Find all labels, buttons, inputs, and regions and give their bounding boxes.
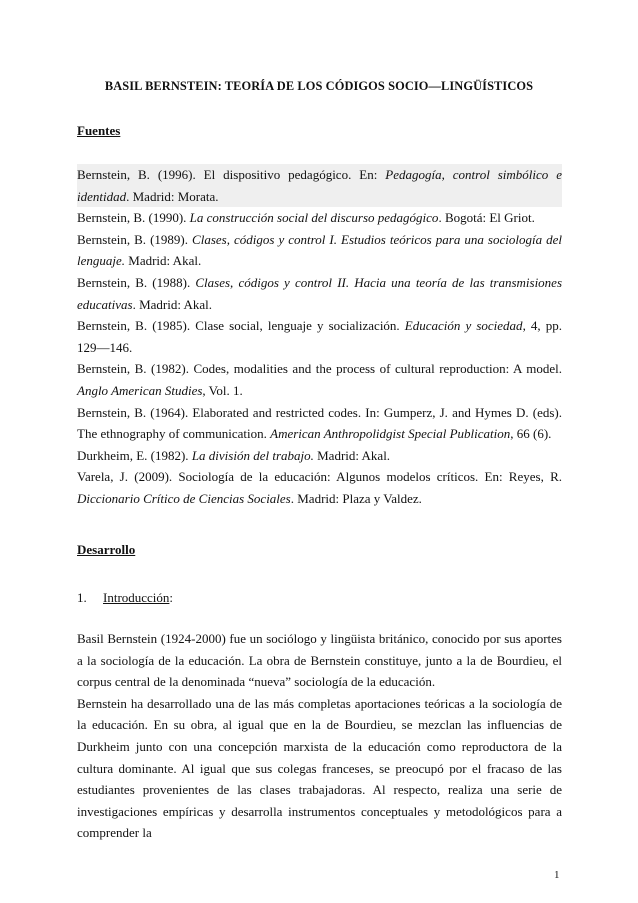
reference-title: La división del trabajo. — [191, 447, 314, 463]
body-text — [77, 628, 562, 844]
reference-item — [77, 466, 562, 509]
reference-title: American Anthropolidgist Special Publication — [270, 426, 511, 442]
paragraph: Basil Bernstein (1924-2000) fue un sociólogo y lingüista británico, conocido por sus aportes a la sociología de la educación. La obra de Bernstein constituye, junto a la de Bourdieu, el corpus central de la denominada “nueva” sociología de la educación. — [77, 631, 562, 690]
reference-text: Bernstein, B. (1964). Elaborated and restricted codes. In: Gumperz, J. and Hymes D. (eds). The ethnography of communication. — [77, 404, 562, 442]
reference-text: . Bogotá: El Griot. — [438, 210, 535, 226]
reference-text: Bernstein, B. (1985). Clase social, lenguaje y socialización. — [77, 318, 405, 334]
reference-text: , 4, pp. 129—146. — [77, 318, 563, 355]
reference-item — [77, 358, 562, 401]
reference-text: Bernstein, B. (1990). — [77, 210, 190, 226]
development-heading: Desarrollo — [77, 542, 136, 557]
section-suffix: : — [169, 590, 174, 605]
reference-title: Diccionario Crítico de Ciencias Sociales — [77, 490, 291, 506]
reference-item — [77, 164, 562, 207]
reference-text: . Madrid: Akal. — [132, 296, 213, 312]
reference-title: Pedagogía, control simbólico e identidad — [77, 167, 563, 204]
reference-title: Clases, códigos y control II. Hacia una teoría de las transmisiones educativas — [77, 274, 563, 312]
reference-title: La construcción social del discurso pedagógico — [189, 210, 439, 226]
reference-text: . Madrid: Plaza y Valdez. — [290, 490, 422, 506]
references-list — [77, 164, 562, 510]
reference-text: Bernstein, B. (1989). — [77, 231, 193, 247]
section-heading — [77, 590, 173, 606]
reference-title: Educación y sociedad — [404, 318, 523, 334]
page-title: BASIL BERNSTEIN: TEORÍA DE LOS CÓDIGOS SOCIO—LINGÜÍSTICOS — [104, 79, 534, 93]
reference-item — [77, 402, 562, 445]
reference-text: Madrid: Akal. — [125, 253, 202, 269]
reference-text: Bernstein, B. (1982). Codes, modalities and the process of cultural reproduction: A model. — [77, 361, 562, 377]
paragraph: Bernstein ha desarrollado una de las más completas aportaciones teóricas a la sociología de la educación. En su obra, al igual que en la de Bourdieu, se mezclan las influencias de Durkheim junto con una concepción marxista de la educación como reproductora de la cultura dominante. Al igual que sus colegas franceses, se preocupó por el fracaso de las estudiantes provenientes de las clases trabajadoras. Al respecto, realiza una serie de investigaciones empíricas y desarrolla instrumentos conceptuales y metodológicos para a comprender la — [77, 695, 562, 841]
section-number: 1. — [77, 590, 87, 605]
section-label: Introducción — [103, 590, 170, 605]
reference-item — [77, 315, 562, 358]
reference-item — [77, 229, 562, 272]
page-number: 1 — [554, 869, 560, 881]
reference-text: , Vol. 1. — [202, 382, 243, 398]
reference-text: Durkheim, E. (1982). — [77, 447, 192, 463]
reference-item — [77, 445, 562, 467]
reference-item — [77, 272, 562, 315]
reference-text: , 66 (6). — [510, 426, 552, 442]
sources-heading: Fuentes — [77, 123, 121, 138]
reference-item — [77, 207, 562, 229]
reference-text: . Madrid: Morata. — [126, 188, 219, 204]
reference-title: Anglo American Studies — [77, 382, 203, 398]
reference-text: Madrid: Akal. — [313, 447, 391, 463]
reference-text: Bernstein, B. (1996). El dispositivo pedagógico. En: — [77, 167, 386, 182]
reference-title: Clases, códigos y control I. Estudios teóricos para una sociología del lenguaje. — [77, 231, 562, 269]
reference-text: Bernstein, B. (1988). — [77, 274, 196, 290]
reference-text: Varela, J. (2009). Sociología de la educación: Algunos modelos críticos. En: Reyes, R. — [77, 469, 562, 485]
